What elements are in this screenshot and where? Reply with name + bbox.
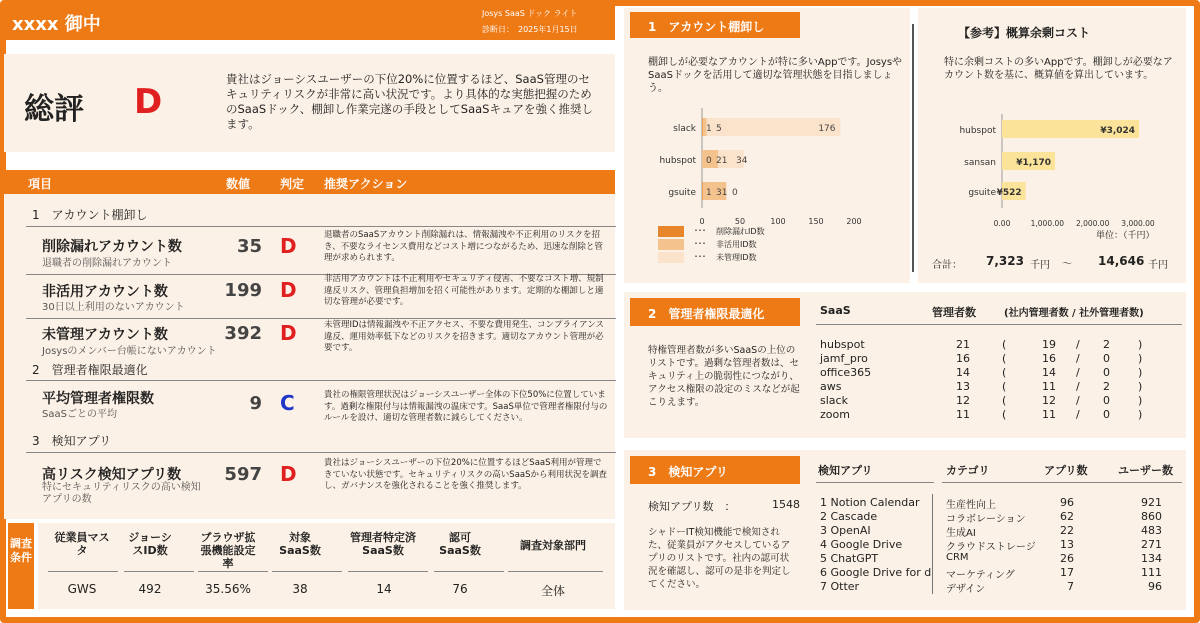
- outer-count: 0: [1103, 352, 1110, 365]
- list-item: 1 Notion Calendar: [820, 496, 920, 509]
- legend-label: 非活用ID数: [716, 240, 757, 249]
- detect-app-list: [820, 496, 932, 594]
- cond-header: ブラウザ拡張機能設定率: [200, 531, 256, 570]
- y-tick-label: gsuite: [968, 188, 996, 198]
- section-label: 2 管理者権限最適化: [32, 363, 148, 377]
- divider: [198, 571, 268, 572]
- x-tick-label: 1,000.00: [1030, 219, 1065, 228]
- divider: [942, 482, 1182, 483]
- x-tick-label: 2,000.00: [1075, 219, 1110, 228]
- row-name: 未管理アカウント数: [42, 327, 168, 343]
- legend-dots: ･･･: [694, 239, 706, 248]
- cost-total: [932, 254, 1184, 270]
- data-label: 1: [706, 188, 712, 198]
- table-row: [946, 552, 1182, 566]
- category-name: 生成AI: [946, 528, 976, 539]
- cond-value: 492: [138, 582, 162, 596]
- divider: [348, 571, 428, 572]
- row-action: 退職者のSaaSアカウント削除漏れは、情報漏洩や不正利用のリスクを招き、不要なライセンス費用などコスト増につながるため、迅速な削除と管理が求められます。: [324, 230, 603, 263]
- category-users: 111: [1141, 566, 1162, 579]
- conditions-table: [38, 523, 615, 609]
- row-grade: D: [280, 462, 297, 486]
- row-grade: C: [280, 391, 295, 415]
- data-label: 176: [818, 124, 836, 134]
- legend-item: [658, 226, 808, 239]
- cost-unit: 単位：（千円）: [1096, 231, 1155, 241]
- table-row: [820, 380, 1180, 394]
- divider: [434, 571, 504, 572]
- admin-col-count: 管理者数: [932, 306, 976, 319]
- detect-panel-desc: シャドーIT検知機能で検知された、従業員がアクセスしているアプリのリストです。社内の認可状況を確認し、認可の是非を判定してください。: [648, 527, 791, 590]
- divider: [816, 324, 1182, 325]
- detect-category-list: [946, 496, 1182, 594]
- detect-panel-tab: 3 検知アプリ: [630, 456, 800, 484]
- row-action: 非活用アカウントは不正利用やセキュリティ侵害、不要なコスト増、規制違反リスク、管理負担増加を招く可能性があります。定期的な棚卸しと適切な管理が必要です。: [324, 274, 604, 307]
- inner-count: 14: [1042, 366, 1056, 379]
- legend-item: [658, 252, 808, 265]
- x-tick-label: 0.00: [993, 219, 1011, 228]
- category-app-count: 62: [1060, 510, 1074, 523]
- category-name: コラボレーション: [946, 514, 1026, 525]
- close-paren: ): [1138, 338, 1143, 351]
- divider: [26, 452, 616, 453]
- row-action: 未管理IDは情報漏洩や不正アクセス、不要な費用発生、コンプライアンス違反、運用効率低下などのリスクを招きます。適切なアカウント管理が必要です。: [324, 320, 604, 353]
- inner-count: 11: [1042, 380, 1056, 393]
- category-app-count: 17: [1060, 566, 1074, 579]
- category-users: 134: [1141, 552, 1162, 565]
- close-paren: ): [1138, 380, 1143, 393]
- y-tick-label: hubspot: [959, 126, 996, 136]
- category-users: 860: [1141, 510, 1162, 523]
- close-paren: ): [1138, 408, 1143, 421]
- legend-label: 未管理ID数: [716, 253, 757, 262]
- cost-panel-title: 【参考】概算余剰コスト: [958, 26, 1091, 40]
- summary-grade: D: [134, 82, 163, 122]
- col-action: 推奨アクション: [324, 177, 408, 191]
- list-item: 6 Google Drive for d: [820, 566, 932, 579]
- panel-divider: [912, 24, 914, 272]
- table-row: [820, 408, 1180, 422]
- category-app-count: 26: [1060, 552, 1074, 565]
- outer-count: 2: [1103, 380, 1110, 393]
- row-value: 597: [224, 464, 262, 485]
- row-grade: D: [280, 234, 297, 258]
- close-paren: ): [1138, 366, 1143, 379]
- legend-label: 削除漏れID数: [716, 227, 765, 236]
- legend-swatch: [658, 239, 684, 250]
- data-label: 34: [736, 156, 748, 166]
- x-tick-label: 150: [808, 217, 824, 226]
- row-name: 平均管理者権限数: [42, 391, 154, 407]
- table-row: [820, 394, 1180, 408]
- data-label: ¥522: [996, 188, 1022, 198]
- account-legend: [658, 226, 808, 265]
- divider: [508, 571, 603, 572]
- saas-name: zoom: [820, 408, 850, 421]
- table-row: [820, 366, 1180, 380]
- cond-value: 全体: [540, 584, 565, 598]
- list-item: 5 ChatGPT: [820, 552, 879, 565]
- table-row: [946, 524, 1182, 538]
- table-row: [946, 580, 1182, 594]
- row-sub: SaaSごとの平均: [42, 409, 117, 420]
- cost-chart: [928, 114, 1178, 230]
- divider: [26, 226, 616, 227]
- detect-col-category: カテゴリ: [946, 464, 990, 477]
- data-label: ¥1,170: [1016, 158, 1052, 168]
- close-paren: ): [1138, 394, 1143, 407]
- row-action: 貴社の権限管理状況はジョーシスユーザー全体の下位50%に位置しています。過剰な権限付与は情報漏洩の温床です。SaaS単位で管理者権限付与のルールを設け、適切な管理者数に減らしてください。: [324, 390, 608, 423]
- data-label: 31: [716, 188, 728, 198]
- row-sub: Josysのメンバー台帳にないアカウント: [42, 346, 217, 357]
- slash: /: [1076, 380, 1080, 393]
- account-chart: [659, 108, 904, 228]
- divider: [272, 571, 342, 572]
- row-sub: 退職者の削除漏れアカウント: [42, 258, 172, 269]
- category-name: クラウドストレージ: [946, 542, 1036, 553]
- category-app-count: 22: [1060, 524, 1074, 537]
- y-tick-label: hubspot: [659, 156, 696, 166]
- date-line: 診断日： 2025年1月15日: [482, 25, 578, 34]
- category-name: CRM: [946, 552, 969, 563]
- brand-label: Josys SaaS ドック ライト: [482, 9, 578, 18]
- detect-count: 1548: [772, 498, 800, 511]
- divider: [48, 571, 118, 572]
- cond-value: GWS: [67, 582, 97, 596]
- list-item: 4 Google Drive: [820, 538, 903, 551]
- admin-count: 14: [956, 366, 970, 379]
- cond-header: ジョーシスID数: [128, 531, 172, 557]
- open-paren: (: [1002, 366, 1007, 379]
- legend-dots: ･･･: [694, 252, 706, 261]
- admin-panel-desc: 特権管理者数が多いSaaSの上位のリストです。過剰な管理者数は、セキュリティ上の脆弱性につながり、アクセス権限の設定のミスなどが起こりえます。: [648, 345, 800, 408]
- inner-count: 19: [1042, 338, 1056, 351]
- total-max: 14,646: [1098, 254, 1145, 268]
- summary-box: [4, 54, 615, 152]
- slash: /: [1076, 366, 1080, 379]
- table-row: [820, 338, 1180, 352]
- bar: [702, 118, 703, 136]
- row-sub: 特にセキュリティリスクの高い検知アプリの数: [42, 482, 201, 505]
- list-item: 2 Cascade: [820, 510, 878, 523]
- admin-panel: [624, 292, 1186, 438]
- cond-value: 35.56%: [205, 582, 251, 596]
- row-value: 199: [224, 280, 262, 301]
- summary-label: 総評: [24, 92, 84, 127]
- data-label: 5: [716, 124, 722, 134]
- table-row: [946, 538, 1182, 552]
- slash: /: [1076, 408, 1080, 421]
- table-header: [4, 170, 615, 194]
- divider: [26, 380, 616, 381]
- cond-header: 対象SaaS数: [279, 531, 321, 557]
- open-paren: (: [1002, 352, 1007, 365]
- report-title: xxxx 御中: [12, 14, 101, 35]
- category-users: 96: [1148, 580, 1162, 593]
- data-label: 0: [732, 188, 738, 198]
- account-panel: [624, 8, 910, 283]
- saas-name: jamf_pro: [820, 352, 868, 365]
- legend-swatch: [658, 252, 684, 263]
- conditions-side-label: 調査条件: [8, 523, 34, 609]
- x-tick-label: 0: [699, 217, 705, 226]
- list-item: 3 OpenAI: [820, 524, 871, 537]
- admin-panel-tab: 2 管理者権限最適化: [630, 298, 800, 326]
- list-item: 7 Otter: [820, 580, 860, 593]
- tilde: 〜: [1062, 259, 1072, 270]
- inner-count: 12: [1042, 394, 1056, 407]
- admin-col-breakdown: (社内管理者数 / 社外管理者数): [1004, 308, 1144, 319]
- table-row: [946, 510, 1182, 524]
- row-grade: D: [280, 278, 297, 302]
- row-name: 高リスク検知アプリ数: [42, 467, 182, 483]
- cond-value: 76: [452, 582, 468, 596]
- cond-value: 14: [376, 582, 392, 596]
- admin-count: 21: [956, 338, 970, 351]
- cond-header: 調査対象部門: [520, 539, 586, 552]
- y-tick-label: sansan: [964, 158, 996, 168]
- col-item: 項目: [28, 177, 53, 191]
- row-name: 削除漏れアカウント数: [42, 239, 182, 255]
- divider: [26, 318, 616, 319]
- account-panel-tab: 1 アカウント棚卸し: [630, 12, 800, 38]
- row-action: 貴社はジョーシスユーザーの下位20%に位置するほどSaaS利用が管理できていない状態です。セキュリティリスクの高いSaaSから利用状況を調査し、ガバナンスを強化されることを強く推奨します。: [324, 458, 608, 491]
- cond-header: 管理者特定済SaaS数: [350, 531, 416, 557]
- col-value: 数値: [226, 177, 251, 191]
- divider: [816, 482, 934, 483]
- evaluation-table: [4, 194, 615, 519]
- open-paren: (: [1002, 338, 1007, 351]
- admin-count: 16: [956, 352, 970, 365]
- y-tick-label: gsuite: [668, 188, 696, 198]
- detect-panel: [624, 450, 1186, 610]
- outer-count: 0: [1103, 394, 1110, 407]
- row-grade: D: [280, 321, 297, 345]
- cost-panel: [918, 8, 1186, 283]
- inner-count: 16: [1042, 352, 1056, 365]
- table-row: [946, 566, 1182, 580]
- divider: [932, 494, 933, 594]
- x-tick-label: 200: [846, 217, 862, 226]
- row-value: 35: [236, 236, 262, 257]
- category-app-count: 13: [1060, 538, 1074, 551]
- cond-header: 従業員マスタ: [54, 531, 110, 557]
- legend-swatch: [658, 226, 684, 237]
- data-label: ¥3,024: [1100, 126, 1136, 136]
- row-value: 392: [224, 323, 262, 344]
- saas-name: hubspot: [820, 338, 865, 351]
- total-min: 7,323: [986, 254, 1024, 268]
- detect-col-users: ユーザー数: [1118, 464, 1173, 477]
- detect-count-label: 検知アプリ数 ：: [648, 500, 736, 513]
- legend-dots: ･･･: [694, 226, 706, 235]
- cost-panel-desc: 特に余剰コストの多いAppです。棚卸しが必要なアカウント数を基に、概算値を算出しています。: [944, 57, 1173, 81]
- category-users: 483: [1141, 524, 1162, 537]
- x-tick-label: 100: [770, 217, 786, 226]
- admin-list: [820, 338, 1180, 422]
- yen-unit: 千円: [1148, 260, 1168, 271]
- admin-col-saas: SaaS: [820, 304, 851, 317]
- section-label: 3 検知アプリ: [32, 434, 112, 448]
- col-grade: 判定: [280, 177, 305, 191]
- category-users: 921: [1141, 496, 1162, 509]
- data-label: 1: [706, 124, 712, 134]
- cond-header: 認可SaaS数: [439, 531, 481, 557]
- open-paren: (: [1002, 394, 1007, 407]
- section-label: 1 アカウント棚卸し: [32, 208, 148, 222]
- row-sub: 30日以上利用のないアカウント: [42, 302, 185, 313]
- summary-text: 貴社はジョーシスユーザーの下位20%に位置するほど、SaaS管理のセキュリティリスクが非常に高い状況です。より具体的な実態把握のためのSaaSドック、棚卸し作業完遂の手段としてSaaSキュアを強く推奨します。: [226, 72, 593, 131]
- category-app-count: 96: [1060, 496, 1074, 509]
- y-tick-label: slack: [673, 124, 696, 134]
- category-name: 生産性向上: [946, 500, 996, 511]
- x-tick-label: 50: [734, 217, 746, 226]
- bar: [702, 182, 703, 200]
- slash: /: [1076, 352, 1080, 365]
- close-paren: ): [1138, 352, 1143, 365]
- admin-count: 12: [956, 394, 970, 407]
- detect-col-app: 検知アプリ: [818, 464, 873, 477]
- data-label: 21: [716, 156, 728, 166]
- inner-count: 11: [1042, 408, 1056, 421]
- category-users: 271: [1141, 538, 1162, 551]
- legend-item: [658, 239, 808, 252]
- open-paren: (: [1002, 408, 1007, 421]
- slash: /: [1076, 394, 1080, 407]
- total-label: 合計：: [932, 260, 962, 271]
- admin-count: 11: [956, 408, 970, 421]
- row-name: 非活用アカウント数: [42, 284, 168, 300]
- report-header: [4, 4, 615, 40]
- table-row: [820, 352, 1180, 366]
- detect-col-appcount: アプリ数: [1044, 464, 1088, 477]
- table-row: [946, 496, 1182, 510]
- admin-count: 13: [956, 380, 970, 393]
- outer-count: 0: [1103, 366, 1110, 379]
- outer-count: 0: [1103, 408, 1110, 421]
- row-value: 9: [249, 393, 262, 414]
- saas-name: slack: [820, 394, 848, 407]
- x-tick-label: 3,000.00: [1121, 219, 1155, 228]
- cond-value: 38: [292, 582, 308, 596]
- category-name: デザイン: [946, 584, 986, 595]
- saas-name: aws: [820, 380, 842, 393]
- yen-unit: 千円: [1030, 260, 1050, 271]
- slash: /: [1076, 338, 1080, 351]
- outer-count: 2: [1103, 338, 1110, 351]
- category-name: マーケティング: [946, 570, 1015, 581]
- category-app-count: 7: [1067, 580, 1074, 593]
- saas-name: office365: [820, 366, 872, 379]
- account-panel-desc: 棚卸しが必要なアカウントが特に多いAppです。JosysやSaaSドックを活用して適切な管理状態を目指しましょう。: [648, 57, 903, 94]
- data-label: 0: [706, 156, 712, 166]
- open-paren: (: [1002, 380, 1007, 393]
- divider: [124, 571, 194, 572]
